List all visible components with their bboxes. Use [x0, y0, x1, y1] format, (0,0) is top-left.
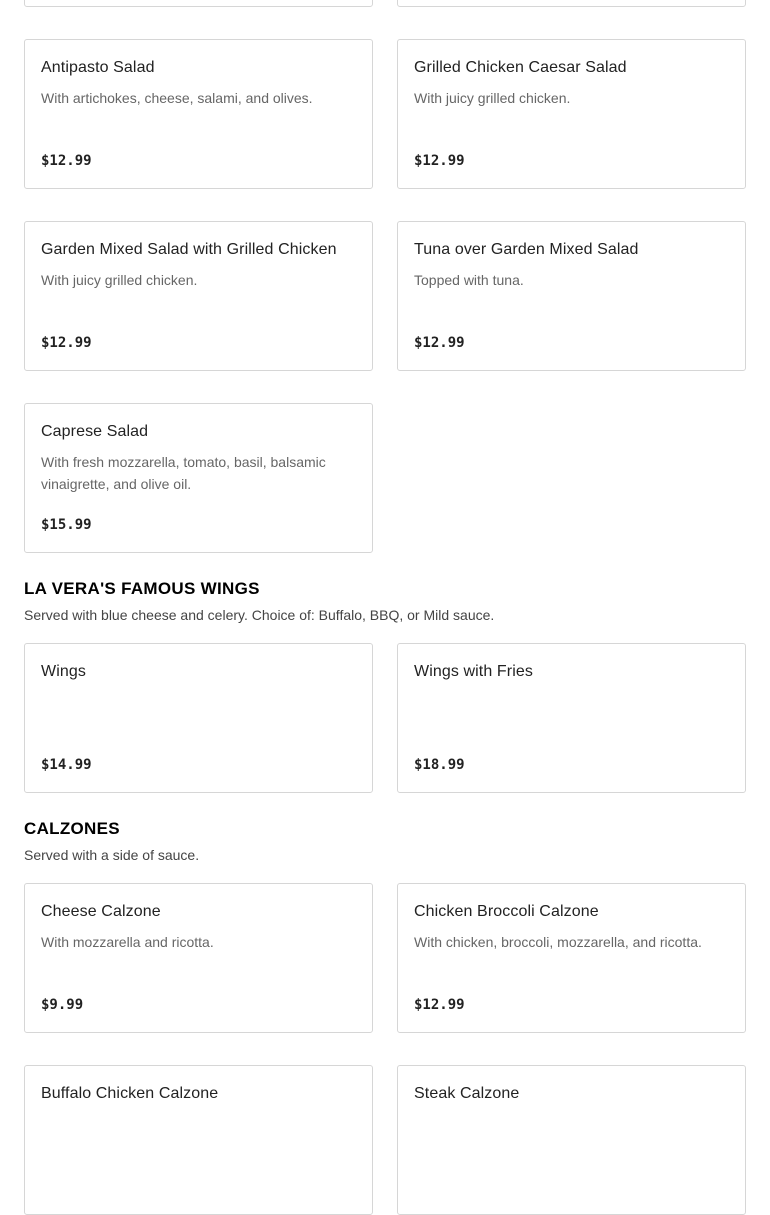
menu-item-description: With fresh mozzarella, tomato, basil, balsamic vinaigrette, and olive oil. [41, 454, 326, 492]
menu-item-name: Cheese Calzone [41, 903, 161, 920]
menu-item-card[interactable] [397, 0, 746, 7]
menu-item-card[interactable] [24, 1065, 373, 1215]
menu-item-card[interactable] [24, 403, 373, 553]
menu-item-name: Antipasto Salad [41, 59, 155, 76]
menu-item-card[interactable] [24, 643, 373, 793]
menu-item-price: $12.99 [414, 153, 465, 169]
menu-item-card[interactable] [397, 1065, 746, 1215]
menu-item-description: With juicy grilled chicken. [41, 272, 198, 288]
menu-item-description: With juicy grilled chicken. [414, 90, 571, 106]
menu-item-price: $9.99 [41, 997, 84, 1013]
menu-item-price: $14.99 [41, 757, 92, 773]
menu-item-name: Wings with Fries [414, 663, 533, 680]
menu-item-description: With chicken, broccoli, mozzarella, and ricotta. [414, 934, 702, 950]
menu-item-description: With mozzarella and ricotta. [41, 934, 214, 950]
section-description-calzones: Served with a side of sauce. [24, 847, 200, 863]
menu-item-name: Buffalo Chicken Calzone [41, 1085, 219, 1102]
section-description-wings: Served with blue cheese and celery. Choice of: Buffalo, BBQ, or Mild sauce. [24, 607, 495, 623]
menu-item-card[interactable] [397, 883, 746, 1033]
menu-item-card[interactable] [24, 0, 373, 7]
menu-item-name: Steak Calzone [414, 1085, 520, 1102]
menu-item-card[interactable] [397, 39, 746, 189]
section-title-wings: LA VERA'S FAMOUS WINGS [24, 579, 260, 598]
menu-item-name: Chicken Broccoli Calzone [414, 903, 599, 920]
menu-item-card[interactable] [24, 883, 373, 1033]
menu-item-card[interactable] [397, 221, 746, 371]
menu-item-name: Tuna over Garden Mixed Salad [414, 241, 639, 258]
menu-item-price: $12.99 [414, 335, 465, 351]
menu-item-card[interactable] [24, 221, 373, 371]
menu-item-price: $12.99 [41, 153, 92, 169]
menu-item-name: Garden Mixed Salad with Grilled Chicken [41, 241, 337, 258]
section-title-calzones: CALZONES [24, 819, 120, 838]
menu-item-price: $12.99 [414, 997, 465, 1013]
menu-item-card[interactable] [397, 643, 746, 793]
menu-item-name: Wings [41, 663, 86, 680]
menu-item-name: Caprese Salad [41, 423, 149, 440]
menu-item-price: $15.99 [41, 517, 92, 533]
menu-item-card[interactable] [24, 39, 373, 189]
menu-item-name: Grilled Chicken Caesar Salad [414, 59, 627, 76]
menu-item-description: With artichokes, cheese, salami, and olives. [41, 90, 313, 106]
menu-item-price: $12.99 [41, 335, 92, 351]
menu-item-description: Topped with tuna. [414, 272, 524, 288]
menu-item-price: $18.99 [414, 757, 465, 773]
